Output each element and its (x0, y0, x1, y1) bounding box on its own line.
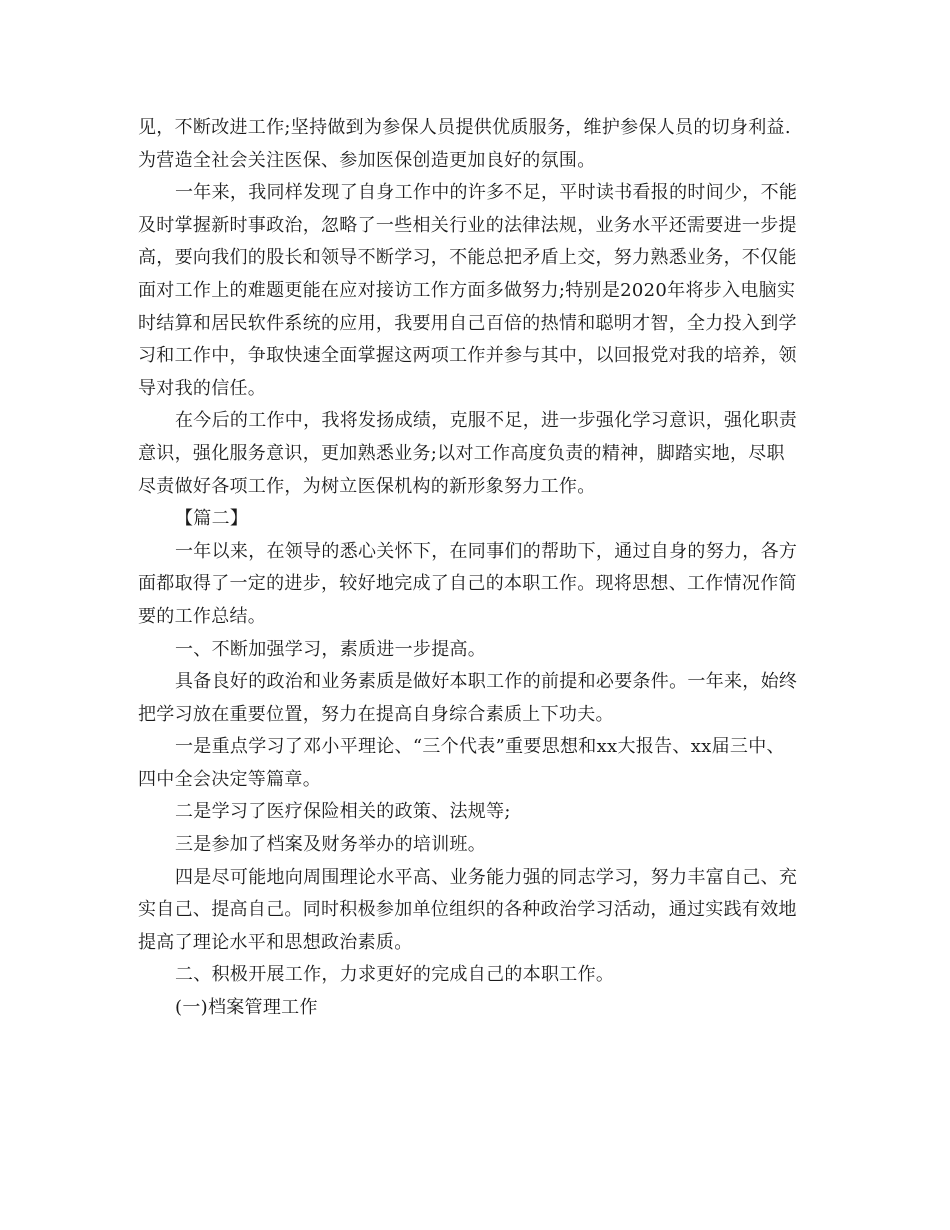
text-line: 在今后的工作中，我将发扬成绩，克服不足，进一步强化学习意识，强化职责 (175, 410, 798, 432)
text-line: 意识，强化服务意识，更加熟悉业务;以对工作高度负责的精神，脚踏实地，尽职 (138, 442, 785, 464)
text-line: 二、积极开展工作，力求更好的完成自己的本职工作。 (175, 964, 615, 986)
text-line: 要的工作总结。 (138, 605, 267, 627)
text-line: 为营造全社会关注医保、参加医保创造更加良好的氛围。 (138, 149, 596, 171)
text-line: 导对我的信任。 (138, 377, 267, 399)
text-line: 一年以来，在领导的悉心关怀下，在同事们的帮助下，通过自身的努力，各方 (175, 540, 798, 562)
text-line: 见，不断改进工作;坚持做到为参保人员提供优质服务，维护参保人员的切身利益. (138, 117, 791, 138)
text-line: (一)档案管理工作 (175, 997, 318, 1019)
text-line: 四中全会决定等篇章。 (138, 768, 321, 790)
text-line: 尽责做好各项工作，为树立医保机构的新形象努力工作。 (138, 475, 596, 497)
text-line: 提高了理论水平和思想政治素质。 (138, 931, 413, 953)
text-line: 具备良好的政治和业务素质是做好本职工作的前提和必要条件。一年来，始终 (175, 671, 798, 693)
text-line: 时结算和居民软件系统的应用，我要用自己百倍的热情和聪明才智，全力投入到学 (138, 312, 797, 334)
text-line: 【篇二】 (175, 508, 249, 530)
text-line: 一、不断加强学习，素质进一步提高。 (175, 638, 487, 660)
text-line: 二是学习了医疗保险相关的政策、法规等; (175, 801, 511, 823)
text-line: 三是参加了档案及财务举办的培训班。 (175, 834, 487, 856)
text-line: 面对工作上的难题更能在应对接访工作方面多做努力;特别是2020年将步入电脑实 (138, 279, 796, 301)
text-line: 习和工作中，争取快速全面掌握这两项工作并参与其中，以回报党对我的培养，领 (138, 345, 797, 367)
text-line: 高，要向我们的股长和领导不断学习，不能总把矛盾上交，努力熟悉业务，不仅能 (138, 247, 797, 269)
text-line: 把学习放在重要位置，努力在提高自身综合素质上下功夫。 (138, 703, 614, 725)
text-line: 及时掌握新时事政治，忽略了一些相关行业的法律法规，业务水平还需要进一步提 (138, 214, 797, 236)
text-line: 一是重点学习了邓小平理论、“三个代表”重要思想和xx大报告、xx届三中、 (175, 736, 785, 758)
text-line: 四是尽可能地向周围理论水平高、业务能力强的同志学习，努力丰富自己、充 (175, 866, 798, 888)
text-line: 一年来，我同样发现了自身工作中的许多不足，平时读书看报的时间少，不能 (175, 182, 798, 204)
document-body (138, 112, 818, 1025)
text-line: 面都取得了一定的进步，较好地完成了自己的本职工作。现将思想、工作情况作简 (138, 573, 797, 595)
text-line: 实自己、提高自己。同时积极参加单位组织的各种政治学习活动，通过实践有效地 (138, 899, 797, 921)
